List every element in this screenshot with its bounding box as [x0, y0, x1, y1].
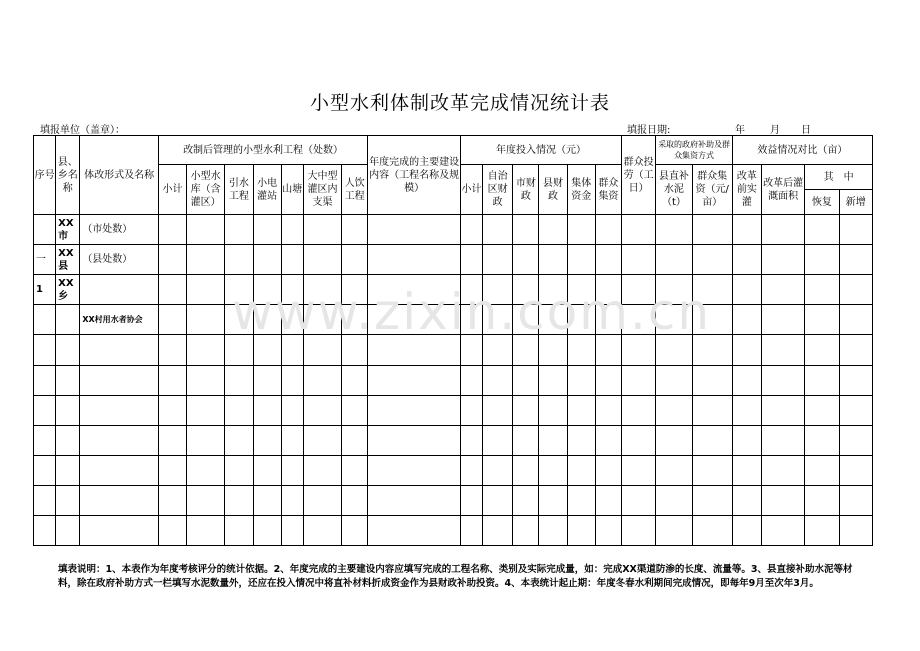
table-cell [225, 215, 253, 245]
table-cell [253, 425, 281, 455]
table-cell [539, 245, 567, 275]
table-cell [805, 305, 839, 335]
table-cell [187, 485, 225, 515]
table-cell [692, 365, 732, 395]
table-cell [80, 455, 159, 485]
table-cell [622, 515, 656, 545]
table-cell [460, 365, 482, 395]
cell-seq [34, 305, 56, 335]
table-cell [839, 305, 872, 335]
table-cell [567, 395, 595, 425]
table-cell [56, 395, 80, 425]
col-invest-group: 年度投入情况（元） [460, 136, 621, 165]
table-cell [656, 365, 692, 395]
table-cell [805, 365, 839, 395]
col-subsidy-group: 采取的政府补助及群众集资方式 [656, 136, 733, 165]
table-cell [368, 365, 461, 395]
table-cell [595, 245, 621, 275]
table-cell [567, 485, 595, 515]
table-cell [281, 215, 303, 245]
table-cell [483, 395, 513, 425]
table-cell [805, 215, 839, 245]
cell-reform: XX村用水者协会 [80, 305, 159, 335]
table-cell [656, 515, 692, 545]
table-cell [303, 515, 341, 545]
table-cell [34, 425, 56, 455]
table-cell [513, 365, 539, 395]
table-cell [80, 335, 159, 365]
cell-county: XX县 [56, 245, 80, 275]
table-cell [225, 245, 253, 275]
table-cell [460, 485, 482, 515]
table-cell [56, 425, 80, 455]
table-cell [368, 395, 461, 425]
table-cell [539, 365, 567, 395]
table-cell [483, 365, 513, 395]
table-cell [80, 425, 159, 455]
table-cell [762, 245, 805, 275]
table-cell [460, 245, 482, 275]
table-cell [567, 245, 595, 275]
date-label: 填报日期: [627, 125, 671, 136]
table-row [34, 425, 873, 455]
table-cell [513, 515, 539, 545]
table-cell [692, 245, 732, 275]
table-cell [839, 455, 872, 485]
table-cell [34, 515, 56, 545]
table-cell [342, 455, 368, 485]
table-cell [513, 215, 539, 245]
table-cell [187, 215, 225, 245]
table-cell [839, 335, 872, 365]
table-cell [513, 485, 539, 515]
table-cell [513, 455, 539, 485]
notes-paragraph: 填表说明：1、本表作为年度考核评分的统计依据。2、年度完成的主要建设内容应填写完成的工程名称、类别及实际完成量，如：完成XX渠道防渗的长度、流量等。3、县直接补助水泥等材料，除在政府补助方式一栏填写水泥数量外，还应在投入情况中将直补材料折成资金作为县财政补助投资。4、本表统计起止期：年度冬春水利期间完成情况，即每年9月至次年3月。 [58, 564, 853, 589]
table-cell [839, 395, 872, 425]
table-row [34, 395, 873, 425]
table-cell [595, 425, 621, 455]
table-cell [539, 485, 567, 515]
table-cell [539, 515, 567, 545]
table-cell [187, 455, 225, 485]
col-county: 县、乡名称 [56, 136, 80, 215]
table-cell [622, 395, 656, 425]
table-cell [595, 515, 621, 545]
table-cell [460, 215, 482, 245]
table-cell [732, 305, 761, 335]
table-row [34, 485, 873, 515]
table-cell [253, 455, 281, 485]
table-cell [158, 515, 186, 545]
table-cell [692, 455, 732, 485]
col-inv-collective: 集体资金 [567, 165, 595, 215]
table-cell [839, 215, 872, 245]
cell-reform [80, 275, 159, 305]
col-before: 改革前实灌 [732, 165, 761, 215]
table-cell [513, 395, 539, 425]
table-cell [567, 425, 595, 455]
table-cell [692, 515, 732, 545]
table-cell [567, 365, 595, 395]
table-cell [595, 455, 621, 485]
table-cell [303, 245, 341, 275]
table-cell [56, 365, 80, 395]
cell-seq: 一 [34, 245, 56, 275]
table-cell [483, 515, 513, 545]
cell-county [56, 305, 80, 335]
table-cell [342, 425, 368, 455]
table-cell [158, 455, 186, 485]
table-cell [656, 455, 692, 485]
table-cell [839, 245, 872, 275]
table-cell [253, 215, 281, 245]
table-cell [158, 425, 186, 455]
table-cell [303, 455, 341, 485]
table-cell [342, 215, 368, 245]
table-cell [303, 485, 341, 515]
table-cell [622, 485, 656, 515]
table-cell [187, 305, 225, 335]
table-cell [368, 215, 461, 245]
table-row [34, 365, 873, 395]
col-diversion: 引水工程 [225, 165, 253, 215]
table-cell [805, 515, 839, 545]
table-cell [656, 245, 692, 275]
table-cell [762, 395, 805, 425]
table-cell [805, 395, 839, 425]
table-cell [158, 395, 186, 425]
table-cell [253, 365, 281, 395]
table-cell [595, 365, 621, 395]
col-managed-group: 改制后管理的小型水利工程（处数） [158, 136, 367, 165]
watermark: www.zixin.com.cn [232, 283, 712, 341]
col-inv-city: 市财政 [513, 165, 539, 215]
table-cell [567, 455, 595, 485]
table-cell [622, 365, 656, 395]
table-cell [622, 245, 656, 275]
col-subsidy-cement: 县直补水泥（t） [656, 165, 692, 215]
col-new: 新增 [839, 190, 872, 215]
table-cell [692, 215, 732, 245]
table-cell [622, 215, 656, 245]
table-cell [342, 365, 368, 395]
table-cell [281, 395, 303, 425]
table-cell [622, 425, 656, 455]
table-cell [483, 455, 513, 485]
table-cell [342, 395, 368, 425]
table-cell [281, 365, 303, 395]
table-cell [656, 485, 692, 515]
table-cell [762, 335, 805, 365]
table-cell [732, 395, 761, 425]
col-reform: 体改形式及名称 [80, 136, 159, 215]
table-cell [368, 245, 461, 275]
col-canal: 大中型灌区内支渠 [303, 165, 341, 215]
col-hydro: 小电灌站 [253, 165, 281, 215]
table-cell [732, 275, 761, 305]
table-cell [692, 425, 732, 455]
table-cell [692, 485, 732, 515]
cell-reform: （市处数） [80, 215, 159, 245]
table-row [34, 455, 873, 485]
table-cell [368, 455, 461, 485]
date-month: 月 [770, 125, 780, 136]
table-cell [303, 365, 341, 395]
table-cell [34, 335, 56, 365]
col-benefit-group: 效益情况对比（亩） [732, 136, 872, 165]
cell-county: XX市 [56, 215, 80, 245]
col-annual-content: 年度完成的主要建设内容（工程名称及规模） [368, 136, 461, 215]
table-cell [253, 245, 281, 275]
table-cell [187, 335, 225, 365]
table-cell [303, 215, 341, 245]
col-seq: 序号 [34, 136, 56, 215]
table-cell [80, 515, 159, 545]
table-cell [158, 275, 186, 305]
table-cell [158, 245, 186, 275]
table-cell [187, 425, 225, 455]
table-cell [187, 365, 225, 395]
table-cell [34, 365, 56, 395]
table-cell [656, 395, 692, 425]
table-cell [762, 455, 805, 485]
cell-county: XX乡 [56, 275, 80, 305]
table-cell [158, 365, 186, 395]
col-pond: 山塘 [281, 165, 303, 215]
table-cell [253, 395, 281, 425]
table-cell [342, 245, 368, 275]
table-cell [839, 275, 872, 305]
table-cell [281, 515, 303, 545]
table-cell [303, 395, 341, 425]
table-cell [567, 515, 595, 545]
table-cell [460, 515, 482, 545]
table-cell [460, 425, 482, 455]
col-inv-public: 群众集资 [595, 165, 621, 215]
table-cell [692, 395, 732, 425]
table-cell [225, 455, 253, 485]
table-cell [368, 425, 461, 455]
table-cell [483, 245, 513, 275]
table-cell [762, 305, 805, 335]
table-cell [368, 515, 461, 545]
table-cell [187, 395, 225, 425]
table-cell [56, 485, 80, 515]
table-cell [805, 425, 839, 455]
table-cell [187, 245, 225, 275]
table-cell [732, 455, 761, 485]
table-cell [56, 515, 80, 545]
table-row [34, 515, 873, 545]
page-title: 小型水利体制改革完成情况统计表 [309, 92, 610, 114]
table-row [34, 215, 873, 245]
col-among: 其 中 [805, 165, 873, 190]
unit-label: 填报单位（盖章）： [40, 125, 125, 136]
table-cell [656, 215, 692, 245]
table-cell [158, 305, 186, 335]
table-cell [762, 275, 805, 305]
cell-seq: 1 [34, 275, 56, 305]
table-cell [595, 395, 621, 425]
col-labor: 群众投劳（工日） [622, 136, 656, 215]
table-cell [762, 425, 805, 455]
table-cell [732, 335, 761, 365]
table-cell [225, 425, 253, 455]
table-cell [839, 425, 872, 455]
col-inv-subtotal: 小计 [460, 165, 482, 215]
table-cell [762, 515, 805, 545]
col-after: 改革后灌溉面积 [762, 165, 805, 215]
table-cell [732, 215, 761, 245]
col-restore: 恢复 [805, 190, 839, 215]
col-drinking: 人饮工程 [342, 165, 368, 215]
table-cell [187, 515, 225, 545]
col-subsidy-public: 群众集资（元/亩） [692, 165, 732, 215]
table-cell [732, 485, 761, 515]
table-cell [225, 485, 253, 515]
table-cell [253, 515, 281, 545]
table-cell [80, 395, 159, 425]
table-cell [56, 335, 80, 365]
table-cell [80, 485, 159, 515]
table-cell [460, 395, 482, 425]
table-cell [158, 215, 186, 245]
cell-seq [34, 215, 56, 245]
table-cell [460, 455, 482, 485]
table-cell [513, 245, 539, 275]
table-cell [805, 335, 839, 365]
col-inv-region: 自治区财政 [483, 165, 513, 215]
table-cell [342, 515, 368, 545]
date-year: 年 [735, 125, 745, 136]
table-cell [158, 335, 186, 365]
table-cell [253, 485, 281, 515]
table-cell [303, 425, 341, 455]
table-cell [225, 515, 253, 545]
table-cell [281, 245, 303, 275]
table-cell [762, 215, 805, 245]
table-cell [483, 425, 513, 455]
table-cell [225, 395, 253, 425]
table-cell [732, 365, 761, 395]
table-cell [762, 485, 805, 515]
table-cell [656, 425, 692, 455]
table-cell [732, 515, 761, 545]
table-cell [158, 485, 186, 515]
table-cell [34, 485, 56, 515]
table-cell [56, 455, 80, 485]
table-cell [567, 215, 595, 245]
table-cell [483, 485, 513, 515]
table-cell [281, 455, 303, 485]
table-cell [539, 455, 567, 485]
col-inv-county: 县财政 [539, 165, 567, 215]
table-cell [805, 485, 839, 515]
table-cell [281, 425, 303, 455]
table-cell [281, 485, 303, 515]
table-cell [839, 515, 872, 545]
cell-reform: （县处数） [80, 245, 159, 275]
table-cell [762, 365, 805, 395]
table-cell [225, 365, 253, 395]
table-cell [539, 395, 567, 425]
col-reservoir: 小型水库（含灌区） [187, 165, 225, 215]
table-cell [368, 485, 461, 515]
table-cell [80, 365, 159, 395]
table-cell [805, 275, 839, 305]
table-cell [732, 245, 761, 275]
table-cell [187, 275, 225, 305]
table-cell [34, 395, 56, 425]
col-subtotal: 小计 [158, 165, 186, 215]
table-cell [513, 425, 539, 455]
table-cell [839, 485, 872, 515]
table-cell [34, 455, 56, 485]
table-cell [595, 215, 621, 245]
table-cell [539, 425, 567, 455]
table-cell [839, 365, 872, 395]
table-cell [342, 485, 368, 515]
table-cell [595, 485, 621, 515]
date-day: 日 [801, 125, 811, 136]
table-cell [805, 245, 839, 275]
table-cell [732, 425, 761, 455]
table-row [34, 245, 873, 275]
table-cell [483, 215, 513, 245]
table-cell [622, 455, 656, 485]
table-cell [805, 455, 839, 485]
table-cell [539, 215, 567, 245]
